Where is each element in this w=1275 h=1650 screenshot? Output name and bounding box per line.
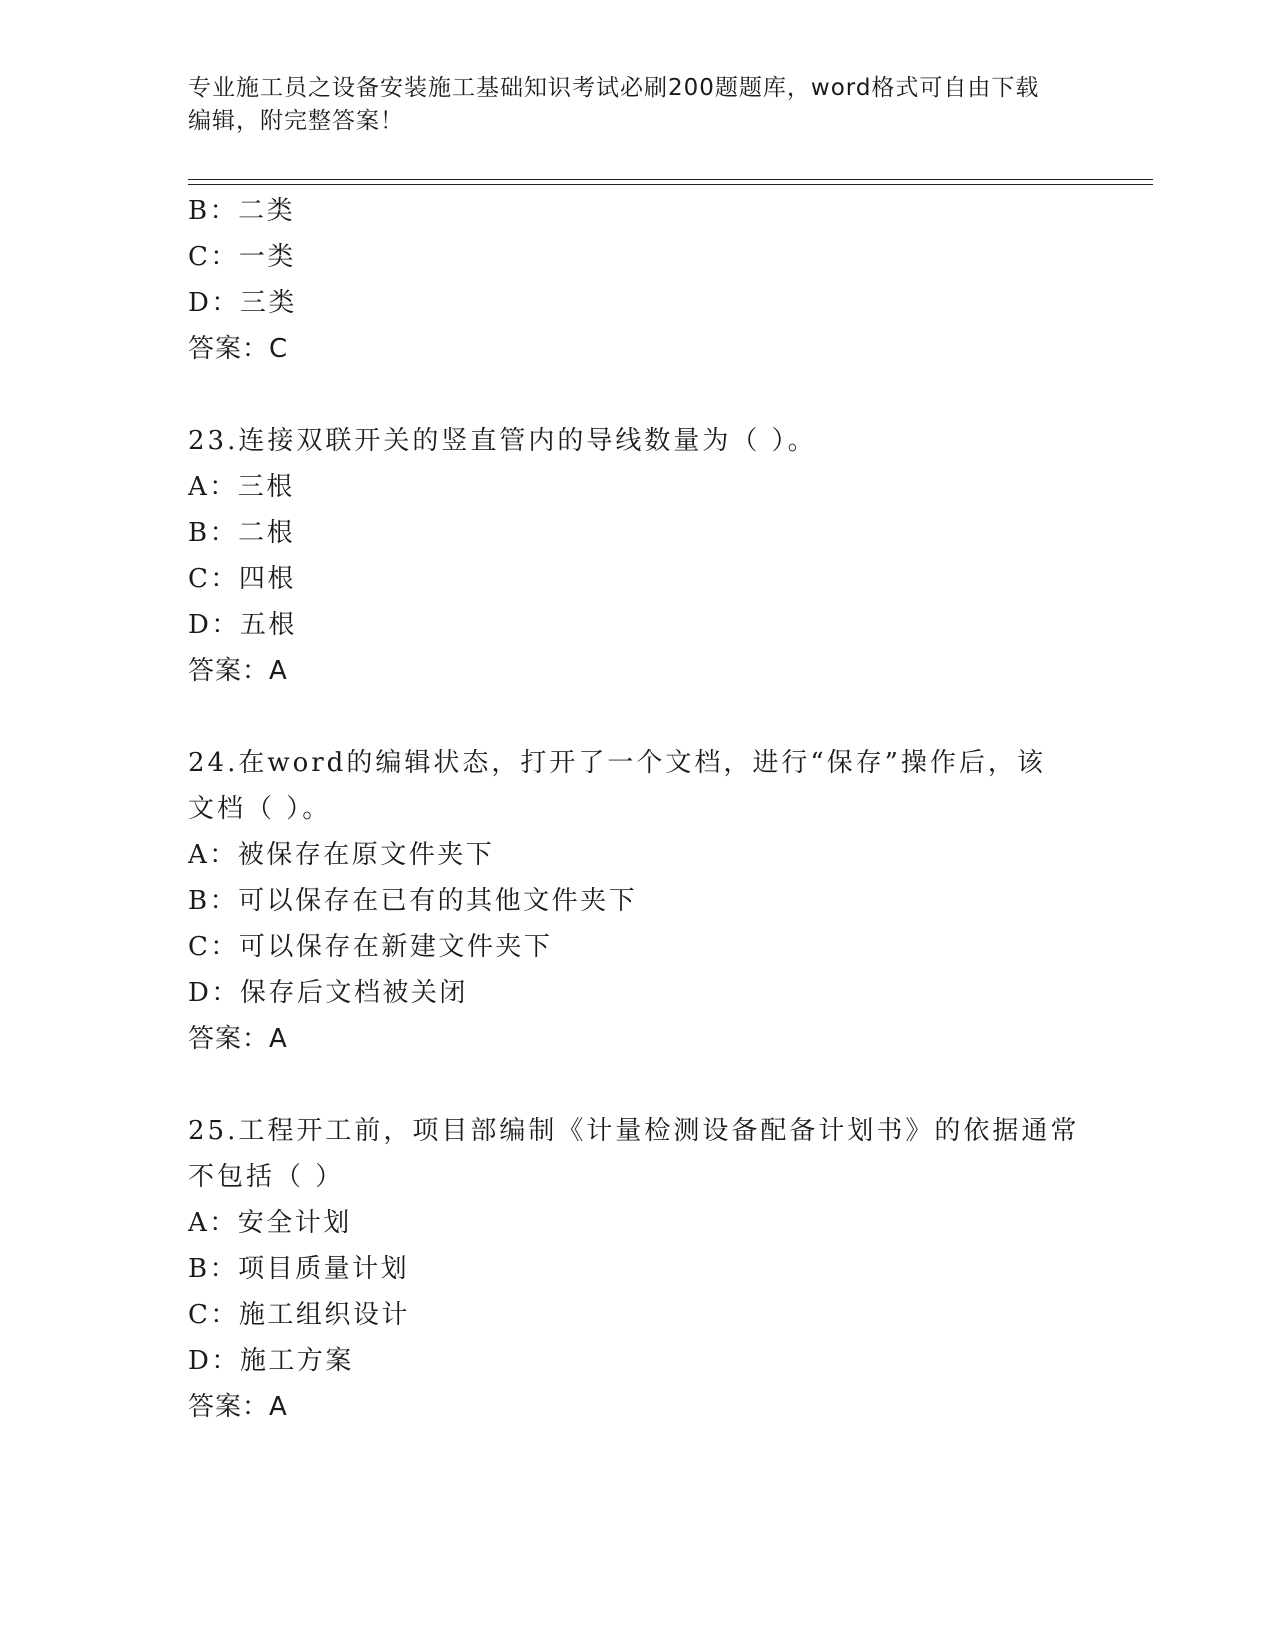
question-line: 25.工程开工前，项目部编制《计量检测设备配备计划书》的依据通常 <box>188 1116 1080 1146</box>
option-b: B：项目质量计划 <box>188 1254 410 1284</box>
option-b: B：可以保存在已有的其他文件夹下 <box>188 886 638 916</box>
question-block-24 <box>188 740 1088 1062</box>
option-c: C：可以保存在新建文件夹下 <box>188 932 553 962</box>
question-text <box>188 1108 1088 1200</box>
document-header <box>188 72 1068 138</box>
option-a: A：安全计划 <box>188 1208 352 1238</box>
question-text <box>188 740 1088 832</box>
option-b: B：二类 <box>188 196 296 226</box>
question-text <box>188 418 1088 464</box>
option-d: D：保存后文档被关闭 <box>188 978 468 1008</box>
option-list <box>188 1200 1088 1384</box>
option-d: D：三类 <box>188 288 297 318</box>
option-c: C：施工组织设计 <box>188 1300 410 1330</box>
question-block-22 <box>188 188 1088 372</box>
question-block-25 <box>188 1108 1088 1430</box>
question-line: 24.在word的编辑状态，打开了一个文档，进行“保存”操作后，该 <box>188 748 1046 778</box>
question-line: 文档（ ）。 <box>188 794 332 824</box>
answer-label: 答案：A <box>188 656 288 686</box>
question-list <box>188 188 1088 1430</box>
option-c: C：一类 <box>188 242 296 272</box>
option-d: D：施工方案 <box>188 1346 354 1376</box>
header-divider <box>188 179 1153 185</box>
option-c: C：四根 <box>188 564 296 594</box>
question-line: 不包括（ ） <box>188 1162 345 1192</box>
option-list <box>188 832 1088 1016</box>
option-list <box>188 464 1088 648</box>
answer-label: 答案：C <box>188 334 289 364</box>
option-a: A：被保存在原文件夹下 <box>188 840 495 870</box>
option-list <box>188 188 1088 326</box>
option-d: D：五根 <box>188 610 297 640</box>
answer-label: 答案：A <box>188 1392 288 1422</box>
header-title-line-1: 专业施工员之设备安装施工基础知识考试必刷200题题库，word格式可自由下载 <box>188 75 1040 101</box>
option-a: A：三根 <box>188 472 295 502</box>
answer-label: 答案：A <box>188 1024 288 1054</box>
question-line: 23.连接双联开关的竖直管内的导线数量为（ ）。 <box>188 426 817 456</box>
option-b: B：二根 <box>188 518 296 548</box>
header-title-line-2: 编辑，附完整答案！ <box>188 108 404 134</box>
question-block-23 <box>188 418 1088 694</box>
